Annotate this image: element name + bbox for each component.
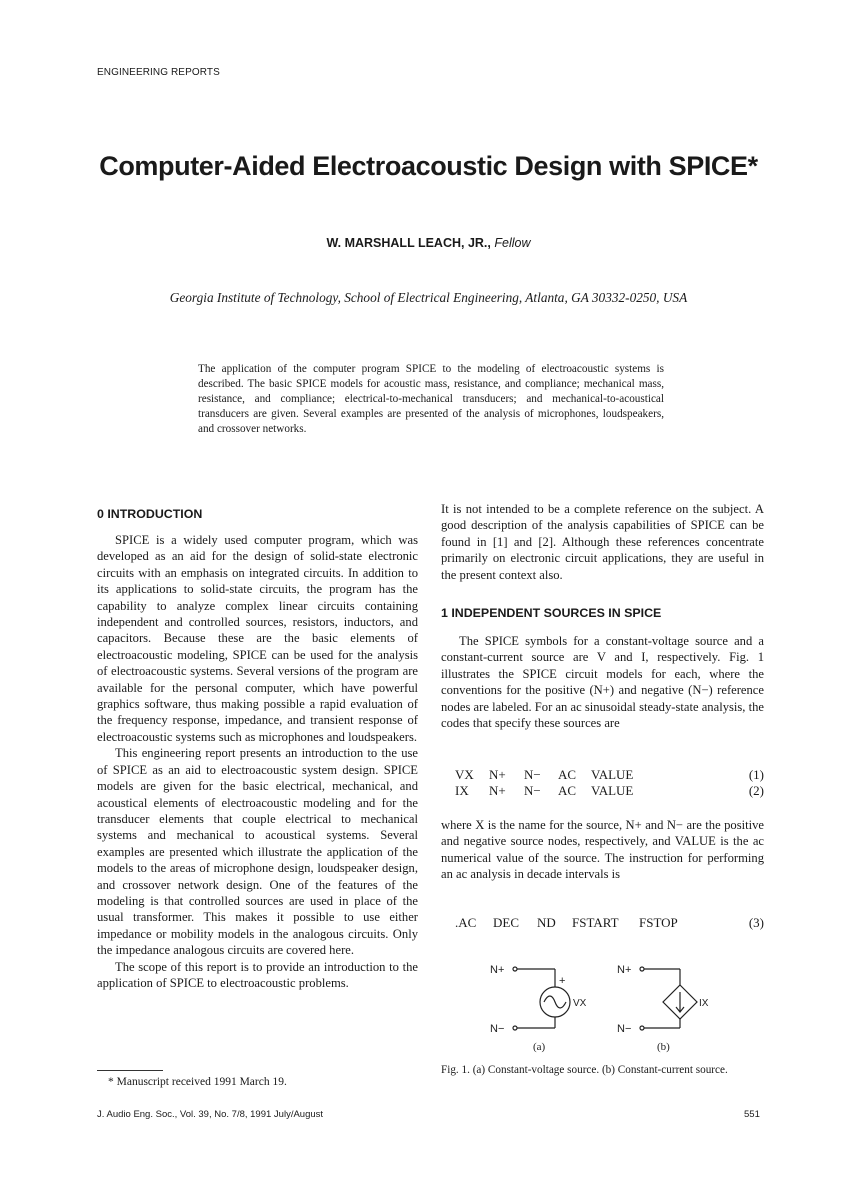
node-terminal <box>513 1026 517 1030</box>
paragraph: SPICE is a widely used computer program, which was developed as an aid for the design of solid-state electronic circuits with an emphasis on integrated circuits. In addition to its applications to solid-state circuits, the program has the capability to analyze complex linear circuits containing independent and controlled sources, resistors, inductors, and capacitors. Because these are the basic elements of electroacoustic modeling, SPICE can be used for the analysis of electroacoustic systems. Several versions of the program are available for the personal computer, which have powerful graphics software, thus making possible a rapid evaluation of the frequency response, impedance, and transient response of electroacoustic systems such as microphones and loudspeakers. <box>97 533 418 744</box>
equation-3 <box>455 915 764 931</box>
page-title: Computer-Aided Electroacoustic Design with SPICE* <box>99 151 758 181</box>
paragraph: It is not intended to be a complete reference on the subject. A good description of the analysis capabilities of SPICE can be found in [1] and [2]. Although these references concentrate primarily on electronic circuit applications, they are useful in the present context also. <box>441 502 764 582</box>
eq-token: FSTART <box>572 915 619 930</box>
node-terminal <box>640 1026 644 1030</box>
minus-node-label: N− <box>490 1023 505 1035</box>
equation-number: (3) <box>748 915 764 930</box>
eq-token: VALUE <box>591 783 634 798</box>
footer-journal: J. Audio Eng. Soc., Vol. 39, No. 7/8, 1991 July/August <box>97 1109 324 1120</box>
abstract: The application of the computer program SPICE to the modeling of electroacoustic systems is described. The basic SPICE models for acoustic mass, resistance, and compliance; mechanical mass, resistance, and compliance; electrical-to-mechanical transducers; and mechanical-to-acoustical transducers are given. Several examples are presented of the analysis of microphones, loudspeakers, and crossover networks. <box>198 363 664 435</box>
figure-1-circuits <box>470 957 730 1057</box>
plus-node-label: N+ <box>490 964 505 976</box>
figure-caption: Fig. 1. (a) Constant-voltage source. (b) Constant-current source. <box>441 1064 728 1076</box>
equation-number: (1) <box>748 767 764 782</box>
paragraph: This engineering report presents an introduction to the use of SPICE as an aid to electroacoustic system design. SPICE models are given for the basic electrical, mechanical, and acoustical elements of electroacoustic modeling and for the transducer elements that couple electrical to mechanical systems and mechanical to acoustical systems. Several examples are presented which illustrate the application of the models to the areas of microphone design, loudspeaker design, and crossover network design. One of the features of the modeling is that controlled sources are used in place of the usual transformer. This makes it possible to use either impedance or mobility models in the analogous circuits. Only the impedance analogous circuits are covered here. <box>97 746 418 958</box>
eq-token: N+ <box>489 783 506 798</box>
paragraph: The scope of this report is to provide an introduction to the application of SPICE to electroacoustic problems. <box>97 959 418 990</box>
paragraph: The SPICE symbols for a constant-voltage source and a constant-current source are V and I, respectively. Fig. 1 illustrates the SPICE circuit models for each, where the conventions for the positive (N+) and negative (N−) reference nodes are labeled. For an ac sinusoidal steady-state analysis, the codes that specify these sources are <box>441 634 764 731</box>
running-head: ENGINEERING REPORTS <box>97 67 220 78</box>
current-source-circuit <box>640 967 697 1030</box>
affiliation: Georgia Institute of Technology, School of Electrical Engineering, Atlanta, GA 30332-0250, USA <box>169 290 688 305</box>
equation-2 <box>455 783 764 799</box>
paragraph: where X is the name for the source, N+ and N− are the positive and negative source nodes, respectively, and VALUE is the ac numerical value of the source. The instruction for performing an ac analysis in decade intervals is <box>441 818 764 882</box>
eq-token: .AC <box>455 915 477 930</box>
footnote-rule <box>97 1070 163 1071</box>
author-grade: Fellow <box>494 236 531 250</box>
section-heading-independent-sources: 1 INDEPENDENT SOURCES IN SPICE <box>441 606 662 620</box>
node-terminal <box>513 967 517 971</box>
source-label: VX <box>573 998 587 1009</box>
right-column-continuation <box>441 501 764 583</box>
eq-token: N+ <box>489 767 506 782</box>
author-line <box>0 236 857 250</box>
eq-token: IX <box>455 783 469 798</box>
source-label: IX <box>699 998 709 1009</box>
left-column <box>97 532 418 991</box>
eq-token: FSTOP <box>639 915 678 930</box>
plus-node-label: N+ <box>617 964 632 976</box>
eq-token: DEC <box>493 915 519 930</box>
sine-wave-icon <box>544 996 566 1008</box>
eq-token: VALUE <box>591 767 634 782</box>
node-terminal <box>640 967 644 971</box>
eq-token: ND <box>537 915 556 930</box>
author-name: W. MARSHALL LEACH, JR., <box>326 236 491 250</box>
subfigure-label: (b) <box>657 1041 670 1053</box>
subfigure-label: (a) <box>533 1041 546 1053</box>
section-heading-introduction: 0 INTRODUCTION <box>97 507 203 521</box>
eq-token: N− <box>524 767 541 782</box>
equation-number: (2) <box>748 783 764 798</box>
eq-token: AC <box>558 767 577 782</box>
footnote: * Manuscript received 1991 March 19. <box>108 1076 287 1088</box>
right-column-after-equations <box>441 817 764 883</box>
eq-token: N− <box>524 783 541 798</box>
equation-1 <box>455 767 764 783</box>
eq-token: VX <box>455 767 474 782</box>
plus-sign: + <box>559 975 566 987</box>
eq-token: AC <box>558 783 577 798</box>
footer-page-number: 551 <box>744 1109 760 1120</box>
minus-node-label: N− <box>617 1023 632 1035</box>
right-column-section1 <box>441 633 764 731</box>
